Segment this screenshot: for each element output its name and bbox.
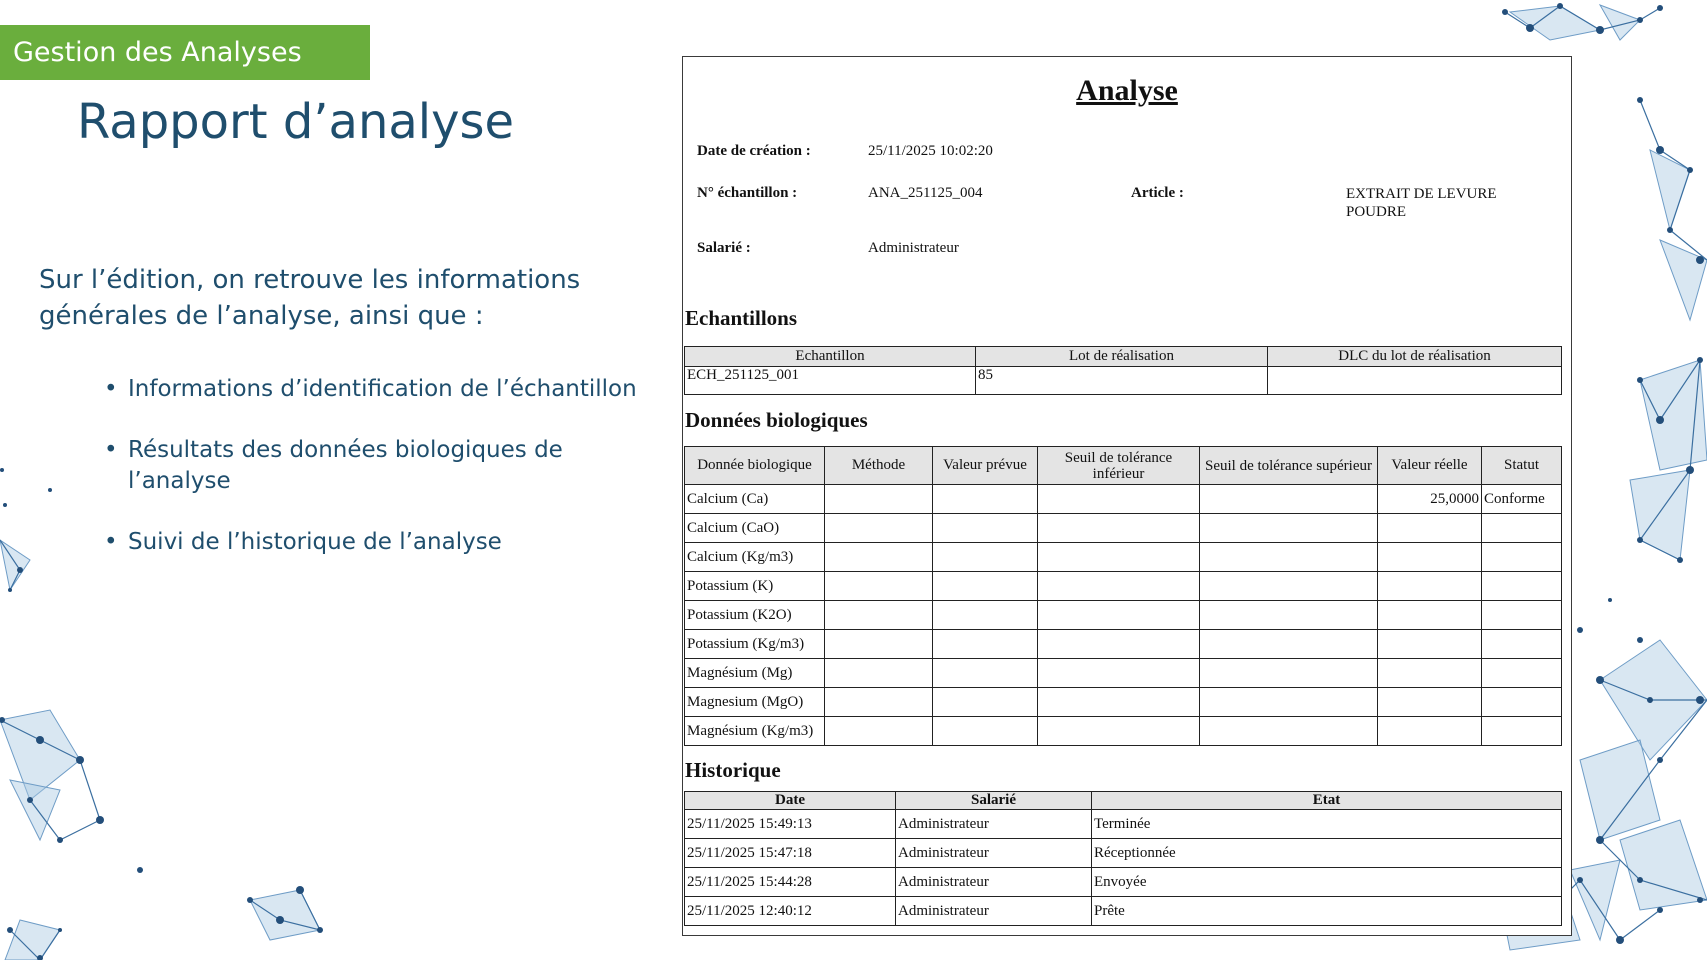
table-cell: 25/11/2025 15:49:13 [685,810,896,839]
table-cell [1482,630,1562,659]
table-row [685,839,1562,868]
table-cell [933,659,1038,688]
table-cell [1038,514,1200,543]
table-cell [825,717,933,746]
article-label: Article : [1131,185,1184,201]
table-cell [933,514,1038,543]
table-row [685,572,1562,601]
article-value: EXTRAIT DE LEVURE POUDRE [1346,186,1497,220]
table-cell [1482,659,1562,688]
history-section-title: Historique [685,758,781,782]
table-cell: Réceptionnée [1092,839,1562,868]
table-cell: Administrateur [896,897,1092,926]
slide-title: Rapport d’analyse [77,94,515,150]
table-cell [825,688,933,717]
bullet-item [102,527,662,558]
table-cell [933,630,1038,659]
table-cell [1200,659,1378,688]
table-row [685,543,1562,572]
table-cell [1038,485,1200,514]
table-cell [1482,717,1562,746]
column-header: Méthode [825,447,933,485]
intro-text: Sur l’édition, on retrouve les informations générales de l’analyse, ainsi que : [39,265,581,331]
bullet-item [102,435,662,497]
bullet-dot-icon: • [104,376,118,402]
table-cell [825,514,933,543]
table-cell [1482,543,1562,572]
table-cell: Envoyée [1092,868,1562,897]
table-row [685,868,1562,897]
table-cell: Administrateur [896,810,1092,839]
table-cell [1378,572,1482,601]
employee-label: Salarié : [697,240,751,256]
table-cell [933,688,1038,717]
table-cell: Prête [1092,897,1562,926]
table-cell: Potassium (K) [685,572,825,601]
column-header: Valeur réelle [1378,447,1482,485]
table-cell: Calcium (Kg/m3) [685,543,825,572]
table-cell [933,543,1038,572]
table-cell [1378,630,1482,659]
table-cell [1038,630,1200,659]
bullet-text: Informations d’identification de l’échantillon [128,376,637,402]
table-cell [1482,601,1562,630]
table-cell [1200,514,1378,543]
table-cell [1038,659,1200,688]
table-cell [1200,601,1378,630]
sample-no-label: N° échantillon : [697,185,798,201]
table-cell [1378,543,1482,572]
creation-date-value: 25/11/2025 10:02:20 [868,143,993,159]
table-cell [825,485,933,514]
table-cell [1038,688,1200,717]
report-document [682,56,1572,936]
table-cell [1378,659,1482,688]
table-row [685,514,1562,543]
column-header: Seuil de tolérance supérieur [1200,447,1378,485]
table-cell [825,659,933,688]
bullet-text: Résultats des données biologiques de l’analyse [128,437,563,494]
creation-date-label: Date de création : [697,143,811,159]
table-cell: Magnesium (MgO) [685,688,825,717]
bullet-dot-icon: • [104,437,118,463]
table-cell: Potassium (Kg/m3) [685,630,825,659]
column-header: Salarié [896,792,1092,810]
table-cell: 25,0000 [1378,485,1482,514]
samples-section-title: Echantillons [685,306,798,330]
table-cell [1200,688,1378,717]
table-cell [1200,485,1378,514]
table-cell [1378,514,1482,543]
table-cell [1200,630,1378,659]
table-cell [1482,514,1562,543]
bio-section-title: Données biologiques [685,408,868,432]
column-header: Valeur prévue [933,447,1038,485]
table-cell: ECH_251125_001 [685,367,976,395]
bullet-list [102,374,662,588]
table-cell: 25/11/2025 12:40:12 [685,897,896,926]
table-cell [1378,601,1482,630]
table-cell: 85 [976,367,1268,395]
table-row [685,717,1562,746]
table-cell [1482,688,1562,717]
bio-data-table [684,446,1562,746]
table-row [685,630,1562,659]
table-cell: Magnésium (Kg/m3) [685,717,825,746]
table-row [685,601,1562,630]
table-cell [1038,543,1200,572]
table-row [685,485,1562,514]
table-cell [1378,717,1482,746]
table-cell [1038,601,1200,630]
column-header: DLC du lot de réalisation [1268,347,1562,367]
table-cell [933,485,1038,514]
table-cell [1200,717,1378,746]
table-cell [825,630,933,659]
column-header: Donnée biologique [685,447,825,485]
table-cell [825,601,933,630]
table-row [685,897,1562,926]
column-header: Etat [1092,792,1562,810]
column-header: Echantillon [685,347,976,367]
report-title: Analyse [1076,74,1178,107]
table-row [685,659,1562,688]
table-cell: Calcium (CaO) [685,514,825,543]
table-cell [825,572,933,601]
table-cell: Terminée [1092,810,1562,839]
bullet-text: Suivi de l’historique de l’analyse [128,529,502,555]
table-row [685,688,1562,717]
table-cell [1482,572,1562,601]
table-cell: Potassium (K2O) [685,601,825,630]
table-cell [933,572,1038,601]
table-cell: Administrateur [896,839,1092,868]
table-cell [933,717,1038,746]
table-cell: Calcium (Ca) [685,485,825,514]
employee-value: Administrateur [868,240,959,256]
table-cell [933,601,1038,630]
table-cell [1200,572,1378,601]
table-cell [825,543,933,572]
table-cell [1038,572,1200,601]
column-header: Statut [1482,447,1562,485]
table-cell: Conforme [1482,485,1562,514]
samples-table [684,346,1562,395]
table-row [685,810,1562,839]
history-table [684,791,1562,926]
table-cell: 25/11/2025 15:44:28 [685,868,896,897]
table-cell: Magnésium (Mg) [685,659,825,688]
column-header: Lot de réalisation [976,347,1268,367]
column-header: Date [685,792,896,810]
column-header: Seuil de tolérance inférieur [1038,447,1200,485]
bullet-dot-icon: • [104,529,118,555]
table-cell [1038,717,1200,746]
table-cell [1378,688,1482,717]
bullet-item [102,374,662,405]
table-row [685,367,1562,395]
section-tag: Gestion des Analyses [0,25,370,80]
sample-no-value: ANA_251125_004 [868,185,983,201]
table-cell [1268,367,1562,395]
table-cell [1200,543,1378,572]
table-cell: Administrateur [896,868,1092,897]
table-cell: 25/11/2025 15:47:18 [685,839,896,868]
